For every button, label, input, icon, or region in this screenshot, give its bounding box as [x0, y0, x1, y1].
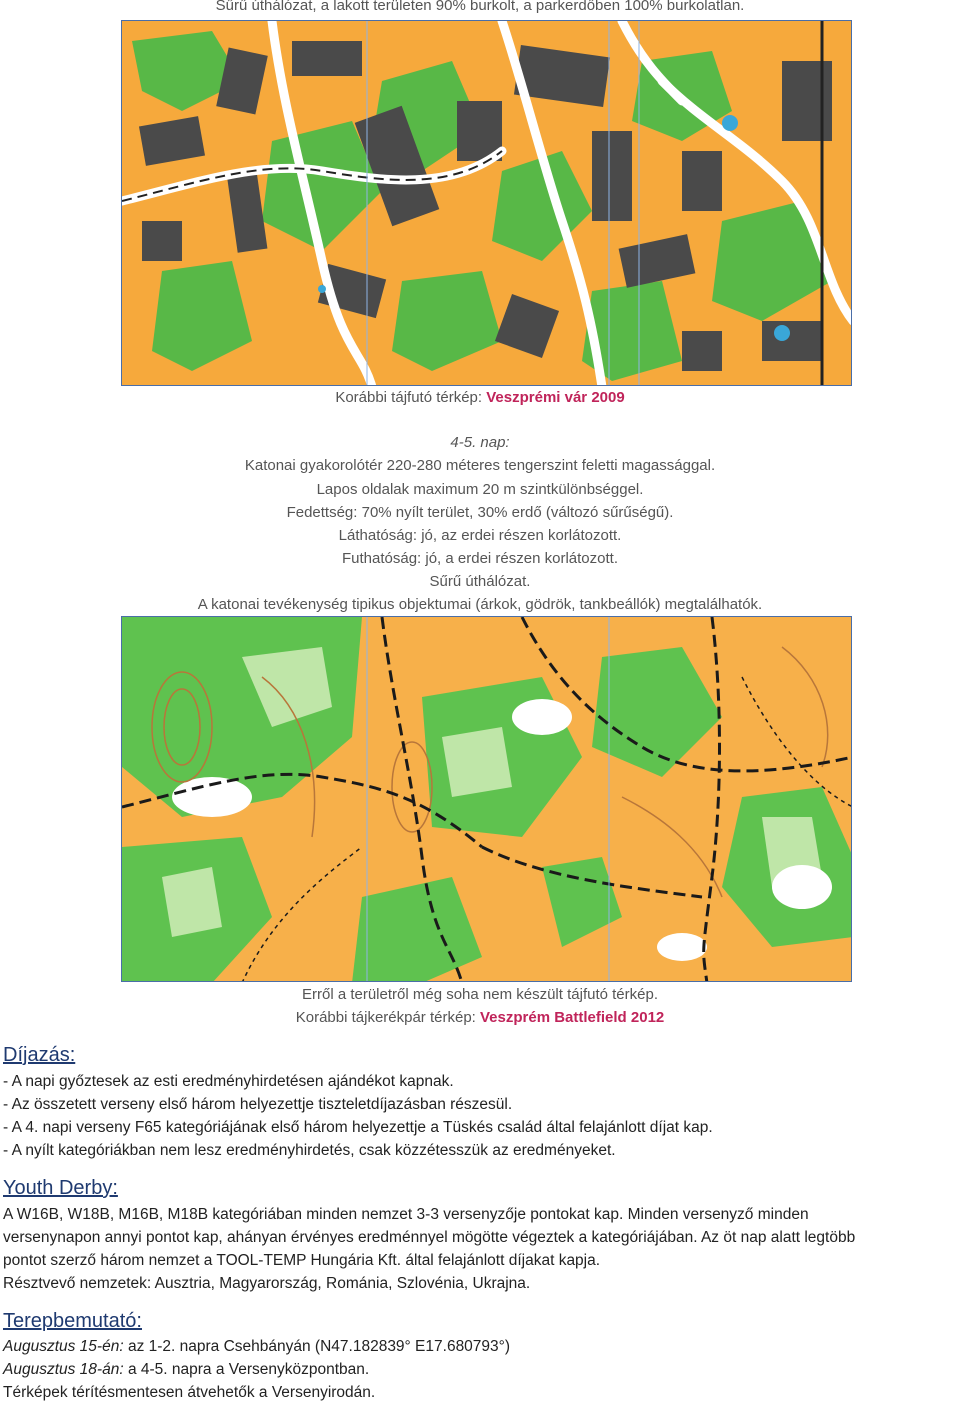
map1-caption-prefix: Korábbi tájfutó térkép:: [335, 389, 487, 406]
dijazas-heading: Díjazás:: [3, 1044, 76, 1066]
day45-line: Lapos oldalak maximum 20 m szintkülönbséggel.: [316, 481, 644, 498]
map2-caption-prefix: Korábbi tájkerékpár térkép:: [295, 1009, 480, 1026]
paragraph-line: Résztvevő nemzetek: Ausztria, Magyarország, Románia, Szlovénia, Ukrajna.: [3, 1275, 531, 1292]
terepbemutato-text: [3, 1335, 958, 1404]
map1-caption-link[interactable]: Veszprémi vár 2009: [486, 389, 625, 406]
youth-derby-heading: Youth Derby:: [3, 1177, 118, 1199]
day45-line: Sűrű úthálózat.: [429, 573, 531, 590]
urban-orienteering-map: [121, 20, 852, 386]
date-label: Augusztus 15-én:: [3, 1338, 124, 1355]
day45-line: Katonai gyakorolótér 220-280 méteres tengerszint feletti magassággal.: [244, 457, 716, 474]
youth-derby-text: [3, 1203, 958, 1295]
day45-line: Futhatóság: jó, a erdei részen korlátozott.: [342, 550, 618, 567]
map2-caption-link[interactable]: Veszprém Battlefield 2012: [480, 1009, 665, 1026]
paragraph-line: [3, 1335, 958, 1358]
terrain-orienteering-map: [121, 616, 852, 982]
date-label: Augusztus 18-án:: [3, 1361, 124, 1378]
list-item: - Az összetett verseny első három helyezettje tiszteletdíjazásban részesül.: [3, 1096, 513, 1113]
date-text: az 1-2. napra Csehbányán (N47.182839° E17.680793°): [123, 1338, 511, 1355]
paragraph-line: pontot szerző három nemzet a TOOL-TEMP Hungária Kft. által felajánlott díjakat kapja.: [3, 1252, 601, 1269]
list-item: - A nyílt kategóriákban nem lesz eredményhirdetés, csak közzétesszük az eredményeket.: [3, 1142, 616, 1159]
day45-line: Láthatóság: jó, az erdei részen korlátozott.: [338, 527, 622, 544]
terrain-map-drawing: [122, 617, 852, 982]
paragraph-line: A W16B, W18B, M16B, M18B kategóriában minden nemzet 3-3 versenyzője pontokat kap. Minden versenyző minden: [3, 1206, 809, 1223]
day45-line: Fedettség: 70% nyílt terület, 30% erdő (változó sűrűségű).: [286, 504, 674, 521]
terepbemutato-heading: Terepbemutató:: [3, 1310, 142, 1332]
map2-caption: [0, 1008, 960, 1028]
map2-caption-line1: Erről a területről még soha nem készült tájfutó térkép.: [301, 986, 658, 1003]
day45-title: 4-5. nap:: [450, 434, 510, 451]
date-text: a 4-5. napra a Versenyközpontban.: [123, 1361, 370, 1378]
urban-map-drawing: [122, 21, 852, 386]
paragraph-line: [3, 1358, 958, 1381]
list-item: - A napi győztesek az esti eredményhirdetésen ajándékot kapnak.: [3, 1073, 454, 1090]
day45-line: A katonai tevékenység tipikus objektumai (árkok, gödrök, tankbeállók) megtalálhatók.: [197, 596, 763, 613]
map1-caption: [0, 388, 960, 408]
paragraph-line: versenynapon annyi pontot kap, ahányan érvényes eredménnyel mögötte végeztek a kategóriájában. Az öt nap alatt legtöbb: [3, 1229, 856, 1246]
top-description-line: Sűrű úthálózat, a lakott területen 90% burkolt, a parkerdőben 100% burkolatlan.: [215, 0, 745, 14]
paragraph-line: Térképek térítésmentesen átvehetők a Versenyirodán.: [3, 1384, 376, 1401]
dijazas-list: [3, 1070, 958, 1162]
list-item: - A 4. napi verseny F65 kategóriájának első három helyezettje a Tüskés család által felajánlott díjat kap.: [3, 1119, 713, 1136]
